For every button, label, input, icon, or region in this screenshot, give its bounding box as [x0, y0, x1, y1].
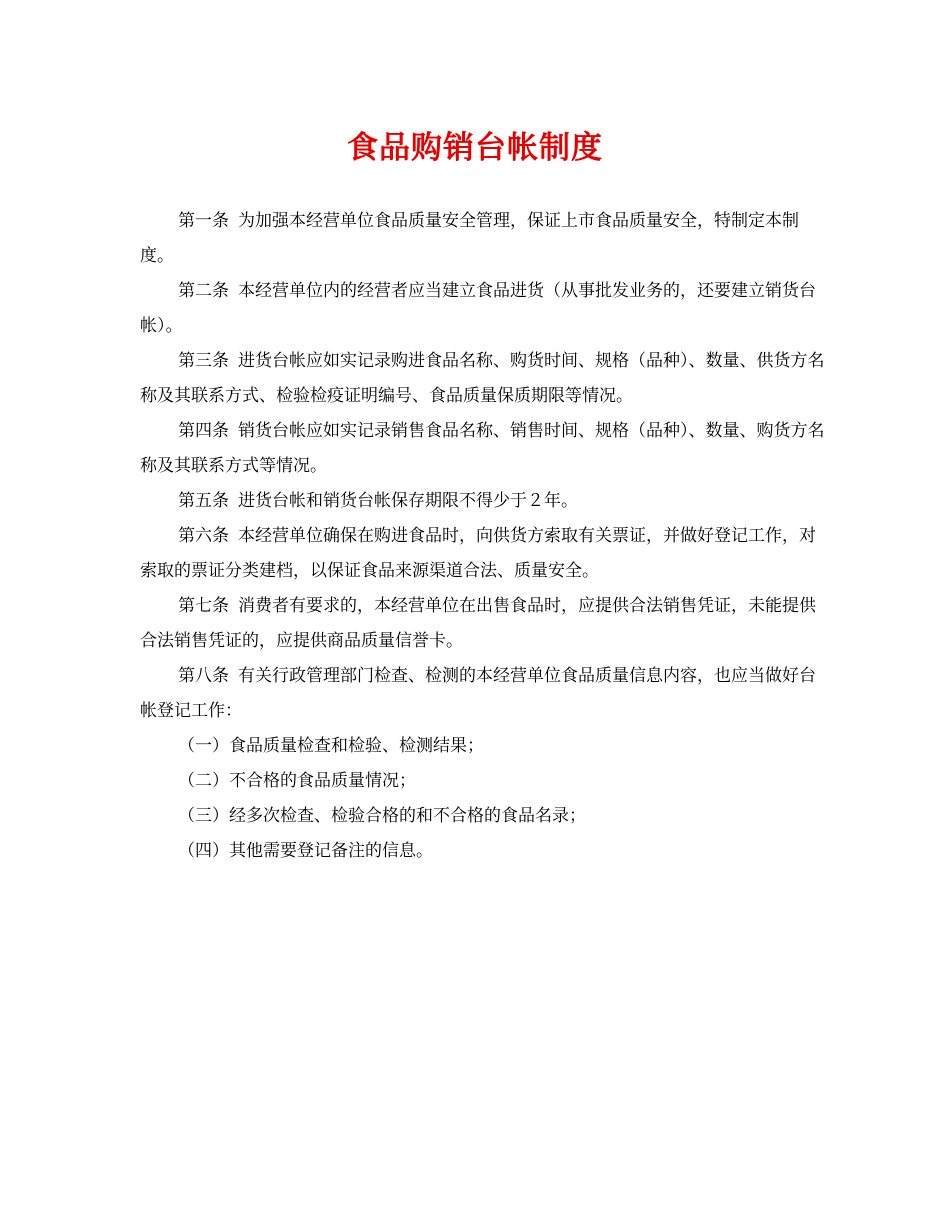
document-title: 食品购销台帐制度 — [347, 130, 603, 166]
article-3 — [140, 344, 825, 414]
list-item: （四）其他需要登记备注的信息。 — [178, 841, 433, 861]
list-item: （二）不合格的食品质量情况； — [178, 771, 416, 791]
article-label: 第五条 — [178, 491, 229, 511]
article-text: 本经营单位确保在购进食品时，向供货方索取有关票证，并做好登记工作，对索取的票证分类建档，以保证食品来源渠道合法、质量安全。 — [140, 526, 816, 581]
article-text: 进货台帐应如实记录购进食品名称、购货时间、规格（品种）、数量、供货方名称及其联系方式、检验检疫证明编号、食品质量保质期限等情况。 — [140, 351, 825, 406]
list-item: （一）食品质量检查和检验、检测结果； — [178, 736, 484, 756]
article-4 — [140, 414, 825, 484]
document-body — [140, 204, 825, 869]
article-1 — [140, 204, 825, 274]
article-text: 为加强本经营单位食品质量安全管理，保证上市食品质量安全，特制定本制度。 — [140, 211, 799, 266]
article-label: 第二条 — [178, 281, 229, 301]
article-8 — [140, 659, 825, 729]
article-text: 有关行政管理部门检查、检测的本经营单位食品质量信息内容，也应当做好台帐登记工作： — [140, 666, 816, 721]
article-label: 第六条 — [178, 526, 229, 546]
article-2 — [140, 274, 825, 344]
article-text: 销货台帐应如实记录销售食品名称、销售时间、规格（品种）、数量、购货方名称及其联系方式等情况。 — [140, 421, 825, 476]
article-text: 进货台帐和销货台帐保存期限不得少于２年。 — [238, 491, 578, 511]
article-label: 第三条 — [178, 351, 229, 371]
article-5 — [140, 484, 825, 519]
article-6 — [140, 519, 825, 589]
article-text: 消费者有要求的，本经营单位在出售食品时，应提供合法销售凭证，未能提供合法销售凭证的，应提供商品质量信誉卡。 — [140, 596, 816, 651]
article-label: 第一条 — [178, 211, 229, 231]
article-label: 第八条 — [178, 666, 229, 686]
article-label: 第七条 — [178, 596, 229, 616]
article-7 — [140, 589, 825, 659]
list-item: （三）经多次检查、检验合格的和不合格的食品名录； — [178, 806, 586, 826]
article-text: 本经营单位内的经营者应当建立食品进货（从事批发业务的，还要建立销货台帐）。 — [140, 281, 816, 336]
article-label: 第四条 — [178, 421, 229, 441]
